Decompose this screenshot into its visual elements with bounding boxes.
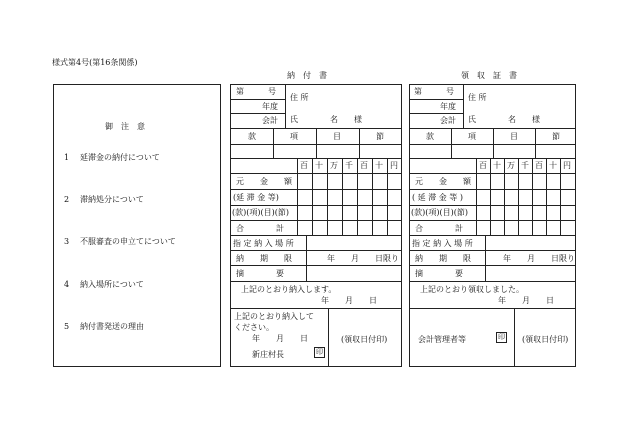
payment-statement: 上記のとおり納入します。	[241, 285, 337, 294]
receipt-total-label: 合 計	[415, 224, 463, 233]
receipt-address-label: 住 所	[468, 93, 487, 102]
receipt-deadline-label: 納 期 限	[415, 254, 471, 263]
payment-account-label: 会計	[262, 116, 278, 125]
payment-setsu: 節	[376, 132, 384, 141]
payment-receipt-statement-2: ください。	[234, 323, 274, 332]
receipt-subcat-label: (款)(項)(目)(節)	[411, 208, 468, 217]
receipt-late-label: ( 延 滞 金 等 )	[412, 193, 463, 202]
payment-unit: 万	[330, 161, 338, 170]
payment-slip-title: 納 付 書	[287, 71, 327, 80]
receipt-name-label: 氏 名 様	[468, 115, 540, 124]
payment-principal-label: 元 金 額	[236, 177, 292, 186]
receipt-title: 領 収 証 書	[461, 71, 517, 80]
seal-stamp: 印	[498, 333, 505, 341]
payment-year-label: 年度	[262, 102, 278, 111]
payment-unit: 百	[360, 161, 368, 170]
receipt-unit: 百	[479, 161, 487, 170]
payment-place-label: 指 定 納 入 場 所	[233, 239, 294, 248]
receipt-setsu: 節	[552, 132, 560, 141]
payment-name-label: 氏 名 様	[290, 115, 362, 124]
payment-remarks-label: 摘 要	[236, 269, 284, 278]
payment-unit: 十	[315, 161, 323, 170]
payment-number-label: 第 号	[236, 87, 276, 96]
receipt-place-label: 指 定 納 入 場 所	[412, 239, 473, 248]
payment-deadline-value: 年 月 日限り	[327, 254, 399, 263]
receipt-date: 年 月 日	[498, 296, 554, 305]
payment-kou: 項	[290, 132, 298, 141]
note-num: 2	[64, 195, 70, 204]
payment-address-label: 住 所	[290, 93, 309, 102]
payment-date: 年 月 日	[321, 296, 377, 305]
receipt-principal-label: 元 金 額	[415, 177, 471, 186]
payment-unit: 十	[375, 161, 383, 170]
receipt-kan: 款	[426, 132, 434, 141]
form-label: 様式第4号(第16条関係)	[52, 58, 138, 67]
receipt-unit: 万	[507, 161, 515, 170]
receipt-moku: 目	[510, 132, 518, 141]
note-item: 納付書発送の理由	[80, 322, 144, 331]
note-num: 5	[64, 322, 70, 331]
payment-unit: 円	[390, 161, 398, 170]
receipt-unit: 十	[493, 161, 501, 170]
payment-total-label: 合 計	[236, 224, 284, 233]
payment-issuer: 新庄村長	[252, 350, 284, 359]
payment-kan: 款	[248, 132, 256, 141]
payment-unit: 百	[300, 161, 308, 170]
receipt-received-stamp: (領収日付印)	[522, 335, 569, 344]
receipt-unit: 百	[535, 161, 543, 170]
note-item: 不服審査の申立てについて	[80, 237, 176, 246]
note-item: 納入場所について	[80, 280, 144, 289]
note-num: 1	[64, 153, 70, 162]
payment-receipt-date: 年 月 日	[252, 334, 308, 343]
payment-unit: 千	[345, 161, 353, 170]
receipt-year-label: 年度	[440, 102, 456, 111]
receipt-unit: 円	[563, 161, 571, 170]
note-item: 延滞金の納付について	[80, 153, 160, 162]
receipt-issuer: 会計管理者等	[418, 335, 466, 344]
payment-subcat-label: (款)(項)(目)(節)	[232, 208, 289, 217]
seal-stamp: 印	[316, 348, 323, 356]
receipt-account-label: 会計	[440, 116, 456, 125]
receipt-statement: 上記のとおり領収しました。	[420, 285, 524, 294]
payment-moku: 目	[333, 132, 341, 141]
receipt-deadline-value: 年 月 日限り	[503, 254, 575, 263]
receipt-unit: 十	[549, 161, 557, 170]
notes-title: 御 注 意	[105, 122, 145, 131]
payment-deadline-label: 納 期 限	[236, 254, 292, 263]
payment-received-stamp: (領収日付印)	[341, 335, 388, 344]
payment-late-label: (延 滞 金 等)	[233, 193, 279, 202]
payment-receipt-statement-1: 上記のとおり納入して	[234, 312, 314, 321]
receipt-kou: 項	[468, 132, 476, 141]
note-num: 4	[64, 280, 70, 289]
receipt-remarks-label: 摘 要	[415, 269, 463, 278]
receipt-unit: 千	[521, 161, 529, 170]
note-item: 滞納処分について	[80, 195, 144, 204]
receipt-number-label: 第 号	[414, 87, 454, 96]
note-num: 3	[64, 237, 70, 246]
